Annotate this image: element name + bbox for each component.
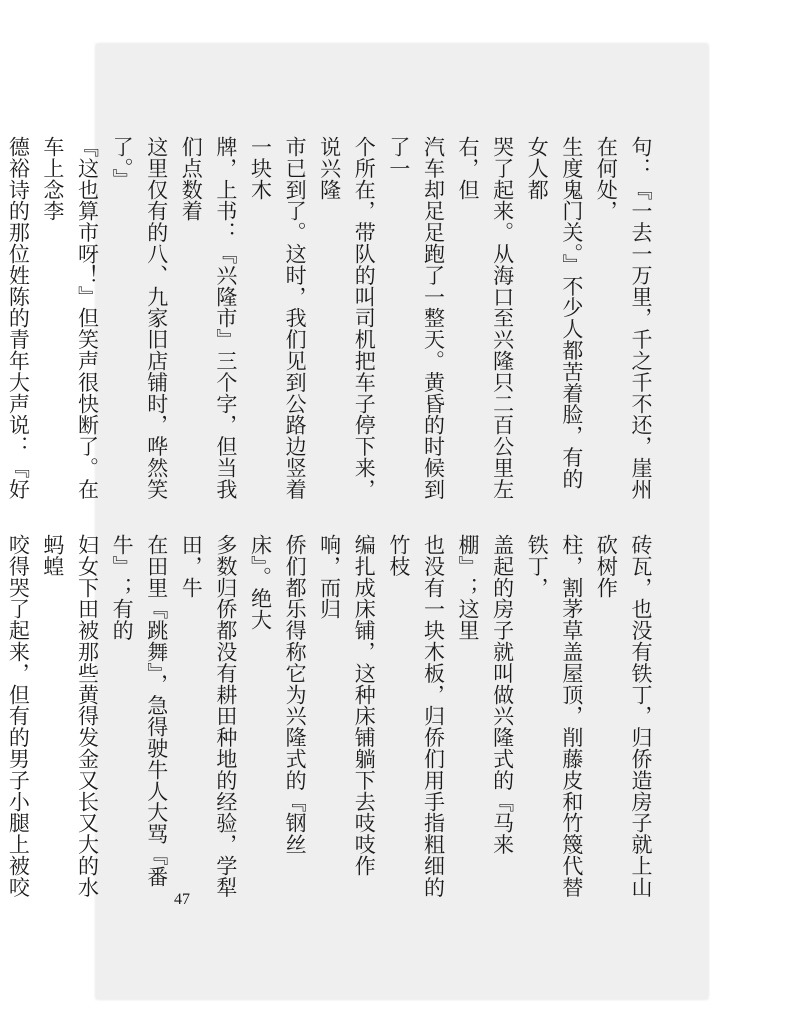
text-column: 个所在，带队的叫司机把车子停下来，说兴隆 — [317, 136, 377, 500]
text-column: 汽车却足足跑了一整天。黄昏的时候到了一 — [386, 136, 446, 500]
text-column: 多数归侨都没有耕田种地的经验，学犁田，牛 — [179, 534, 238, 898]
text-column: 这里仅有的八、九家旧店铺时，哗然笑了。』 — [110, 136, 169, 500]
text-column: 『这也算市呀！』但笑声很快断了。在车上念李 — [40, 136, 100, 500]
text-column: 句：『一去一万里，千之千不还，崖州在何处， — [594, 136, 653, 500]
text-column: 德裕诗的那位姓陈的青年大声说：『好 — [6, 136, 31, 500]
text-column: 侨们都乐得称它为兴隆式的『钢丝床』。绝大 — [248, 534, 308, 855]
page-number: 47 — [174, 891, 190, 908]
book-page — [6, 44, 708, 999]
text-column: 妇女下田被那些黄得发金又长又大的水蚂蝗 — [40, 534, 100, 898]
text-column: 盖起的房子就叫做兴隆式的『马来棚』；这里 — [456, 534, 515, 855]
text-column: 在田里『跳舞』，急得驶牛人大骂『番牛』；有的 — [110, 534, 169, 888]
text-column: 咬得哭了起来，但有的男子小腿上被咬 — [6, 534, 31, 898]
text-column: 哭了起来。从海口至兴隆只二百公里左右，但 — [456, 136, 515, 500]
lower-text-block — [0, 534, 658, 904]
text-column: 砖瓦，也没有铁丁，归侨造房子就上山砍树作 — [594, 534, 653, 898]
text-column: 柱，割茅草盖屋顶，削藤皮和竹篾代替铁丁， — [525, 534, 584, 898]
text-column: 市已到了。这时，我们见到公路边竖着一块木 — [248, 136, 308, 500]
text-column: 编扎成床铺，这种床铺躺下去吱吱作响，而归 — [317, 534, 377, 877]
text-column: 牌，上书：『兴隆市』三个字，但当我们点数着 — [179, 136, 238, 500]
text-column: 生度鬼门关。』不少人都苦着脸，有的女人都 — [525, 136, 584, 490]
upper-text-block — [0, 136, 658, 506]
text-column: 也没有一块木板，归侨们用手指粗细的竹枝 — [386, 534, 446, 898]
